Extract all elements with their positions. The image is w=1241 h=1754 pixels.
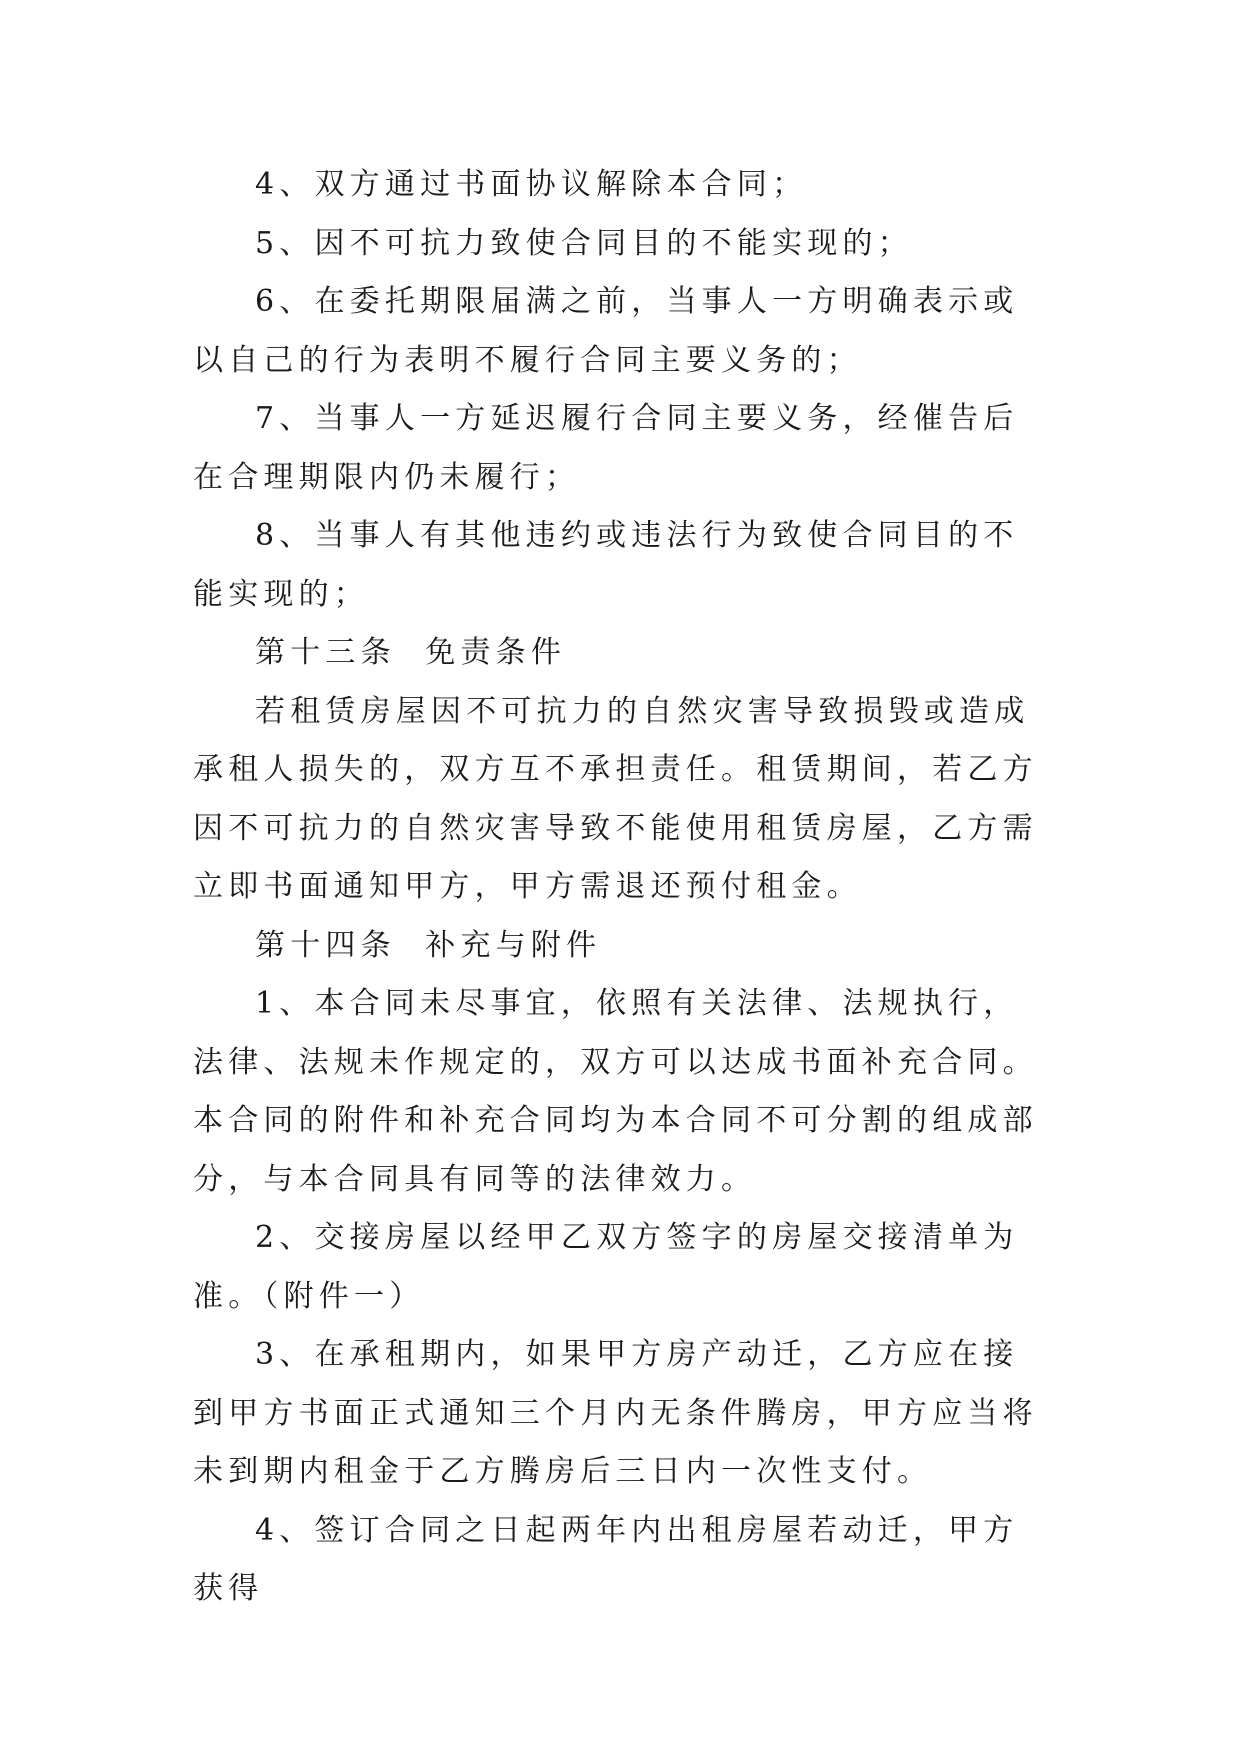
article-13-heading: 第十三条 免责条件 [255,635,567,670]
clause-item-6: 6、在委托期限届满之前，当事人一方明确表示或以自己的行为表明不履行合同主要义务的； [193,284,1019,378]
article-13-body: 若租赁房屋因不可抗力的自然灾害导致损毁或造成承租人损失的，双方互不承担责任。租赁期间，若乙方因不可抗力的自然灾害导致不能使用租赁房屋，乙方需立即书面通知甲方，甲方需退还预付租金。 [193,693,1038,904]
article-14-item-2: 2、交接房屋以经甲乙双方签字的房屋交接清单为准。（附件一） [193,1220,1019,1314]
article-14-item-1: 1、本合同未尽事宜，依照有关法律、法规执行，法律、法规未作规定的，双方可以达成书面补充合同。本合同的附件和补充合同均为本合同不可分割的组成部分，与本合同具有同等的法律效力。 [193,986,1038,1197]
document-body [193,156,1053,1619]
clause-item-7: 7、当事人一方延迟履行合同主要义务，经催告后在合理期限内仍未履行； [193,401,1019,495]
article-14-item-3: 3、在承租期内，如果甲方房产动迁，乙方应在接到甲方书面正式通知三个月内无条件腾房，甲方应当将未到期内租金于乙方腾房后三日内一次性支付。 [193,1337,1038,1489]
clause-item-5: 5、因不可抗力致使合同目的不能实现的； [255,225,913,261]
article-14-heading: 第十四条 补充与附件 [255,927,602,963]
clause-item-4: 4、双方通过书面协议解除本合同； [255,167,808,202]
clause-item-8: 8、当事人有其他违约或违法行为致使合同目的不能实现的； [193,518,1019,612]
article-14-item-4: 4、签订合同之日起两年内出租房屋若动迁，甲方获得 [193,1512,1019,1606]
